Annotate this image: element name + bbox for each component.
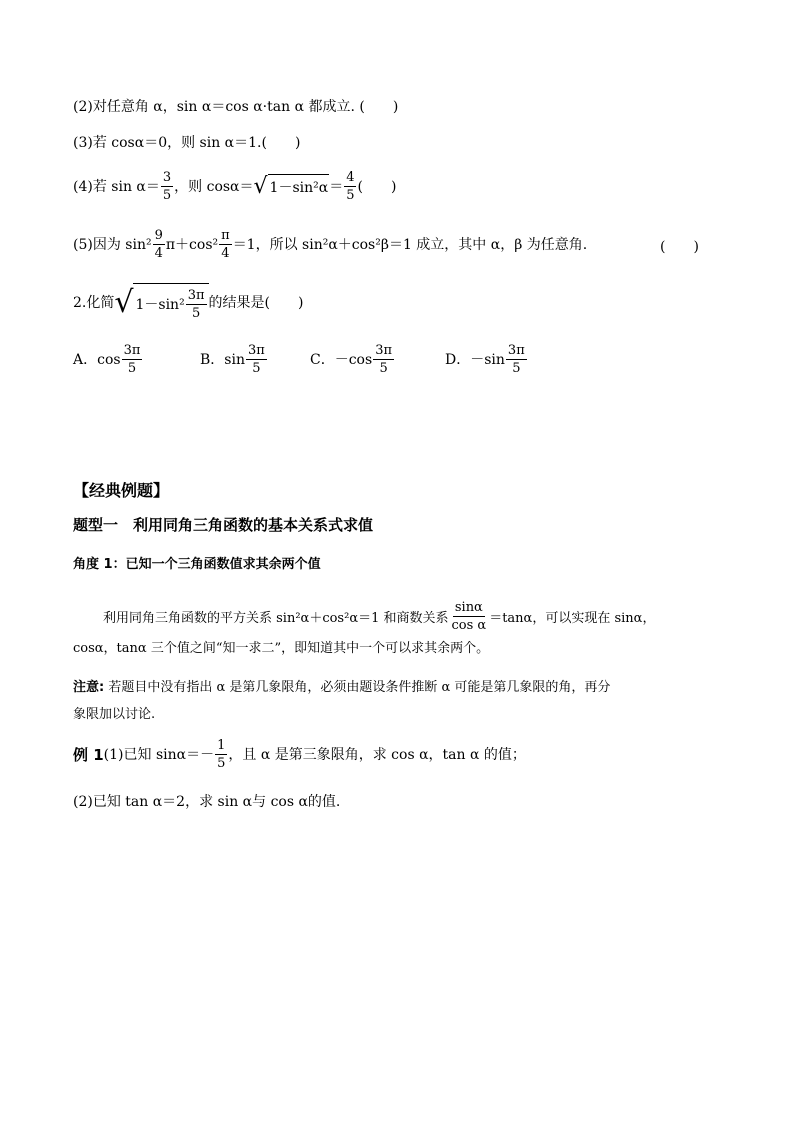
q4-sqrt-body: 1－sin²α	[268, 174, 330, 200]
q5-frac1-den: 4	[154, 246, 163, 261]
option-d-den: 5	[512, 361, 521, 376]
note-label: 注意:	[73, 680, 105, 695]
q5-fraction-1	[153, 228, 165, 261]
option-b-fraction	[246, 343, 267, 376]
note-text: 若题目中没有指出 α 是第几象限角，必须由题设条件推断 α 可能是第几象限的角，再分	[104, 680, 611, 695]
p2-sqrt-body	[133, 283, 208, 323]
p2-frac-den: 5	[191, 306, 201, 321]
p2-sqrt	[114, 283, 208, 323]
q4-frac1-den: 5	[162, 188, 172, 203]
para1-post: ＝tanα，可以实现在 sinα，	[489, 611, 656, 626]
option-d-num: 3π	[507, 343, 525, 358]
example1-fraction	[215, 738, 227, 771]
q4-fraction-1	[161, 170, 173, 203]
example1-line2: (2)已知 tan α＝2，求 sin α与 cos α的值.	[73, 794, 341, 810]
option-d-label: D．	[445, 351, 471, 368]
type1-heading: 题型一 利用同角三角函数的基本关系式求值	[73, 516, 374, 534]
q4-frac2-num: 4	[346, 170, 355, 185]
option-a-num: 3π	[123, 343, 141, 358]
option-a[interactable]	[73, 343, 143, 376]
q4-sqrt	[254, 174, 330, 200]
q2-line: (2)对任意角 α，sin α＝cos α·tan α 都成立. ( )	[73, 99, 399, 115]
p2-fraction	[186, 288, 207, 321]
option-a-fn: cos	[97, 351, 121, 368]
q4-frac2-den: 5	[346, 188, 355, 203]
example1-pre: (1)已知 sinα＝－	[103, 746, 215, 763]
q4-fraction-2	[344, 170, 356, 203]
option-a-fraction	[122, 343, 143, 376]
option-b[interactable]	[200, 343, 268, 376]
q4-frac1-num: 3	[162, 170, 172, 185]
example1-frac-den: 5	[217, 756, 226, 771]
section-title: 【经典例题】	[73, 481, 170, 500]
para1-line2: cosα，tanα 三个值之间“知一求二”，即知道其中一个可以求其余两个。	[73, 641, 490, 656]
note-line2: 象限加以讨论.	[73, 707, 156, 722]
para1-frac-num: sinα	[454, 600, 483, 615]
note-line1	[73, 676, 610, 695]
option-d-fn: －sin	[470, 351, 505, 368]
option-b-fn: sin	[224, 351, 245, 368]
example1-post: ，且 α 是第三象限角，求 cos α，tan α 的值；	[228, 746, 526, 763]
para1-line1	[103, 600, 655, 633]
q5-frac2-num: π	[221, 228, 230, 243]
option-a-den: 5	[127, 361, 137, 376]
q5-line	[73, 228, 587, 261]
q5-post: ＝1，所以 sin²α＋cos²β＝1 成立，其中 α，β 为任意角.	[232, 236, 588, 253]
q4-post: ( )	[357, 178, 397, 195]
p2-post: 的结果是( )	[208, 295, 304, 311]
q3-line: (3)若 cosα＝0，则 sin α＝1.( )	[73, 135, 301, 151]
q5-pre: (5)因为 sin²	[73, 236, 152, 253]
option-d-fraction	[506, 343, 527, 376]
example1-frac-num: 1	[217, 738, 226, 753]
p2-pre: 2.化简	[73, 295, 115, 311]
sqrt-icon: √	[114, 285, 134, 320]
angle1-heading: 角度 1：已知一个三角函数值求其余两个值	[73, 557, 321, 572]
example1-line1	[73, 738, 526, 771]
q5-a: π＋cos²	[165, 236, 219, 253]
para1-fraction	[450, 600, 489, 633]
para1-pre: 利用同角三角函数的平方关系 sin²α＋cos²α＝1 和商数关系	[103, 611, 449, 626]
option-b-num: 3π	[247, 343, 265, 358]
p2-sqrt-text: 1－sin²	[135, 296, 185, 313]
option-c-fn: －cos	[334, 351, 373, 368]
option-c-label: C．	[310, 351, 335, 368]
option-a-label: A．	[73, 351, 98, 368]
q4-eq: ＝	[329, 178, 344, 195]
problem2-line	[73, 283, 303, 323]
q5-fraction-2	[219, 228, 232, 261]
option-d[interactable]	[445, 343, 528, 376]
example1-label: 例 1	[73, 745, 104, 764]
option-b-label: B．	[200, 351, 225, 368]
q4-mid: ，则 cosα＝	[174, 178, 254, 195]
p2-frac-num: 3π	[187, 288, 205, 303]
q5-frac1-num: 9	[154, 228, 163, 243]
option-c-den: 5	[379, 361, 388, 376]
q5-answer-paren: ( )	[660, 239, 699, 255]
option-c-num: 3π	[375, 343, 393, 358]
q5-frac2-den: 4	[221, 246, 230, 261]
option-c-fraction	[373, 343, 394, 376]
option-b-den: 5	[252, 361, 261, 376]
q4-line	[73, 170, 396, 203]
sqrt-icon: √	[253, 173, 268, 199]
option-c[interactable]	[310, 343, 395, 376]
para1-frac-den: cos α	[451, 618, 487, 633]
q4-pre: (4)若 sin α＝	[73, 178, 160, 195]
